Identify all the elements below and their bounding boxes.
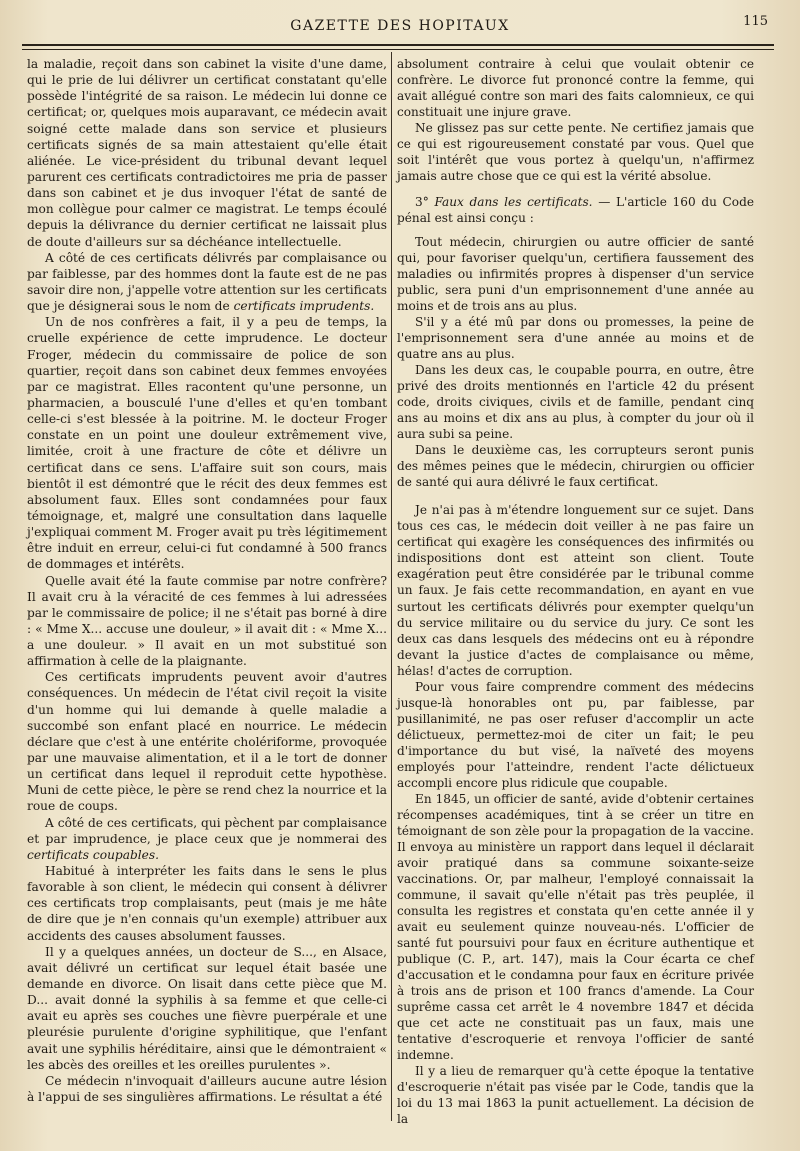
code-article-paragraph: Dans les deux cas, le coupable pourra, en outre, être privé des droits mentionnés en l'article 42 du présent code, droits civiques, civils et de famille, pendant cinq ans au moins et dix ans au plus, à compter du jour où il aura subi sa peine. [397, 363, 754, 442]
section-intro: — L'article 160 du Code pénal est ainsi conçu : [397, 195, 754, 226]
code-article-paragraph: Dans le deuxième cas, les corrupteurs seront punis des mêmes peines que le médecin, chirurgien ou officier de santé qui aura délivré le faux certificat. [397, 443, 754, 490]
column-divider [391, 52, 392, 1121]
right-column [397, 56, 754, 1131]
paragraph: Ne glissez pas sur cette pente. Ne certifiez jamais que ce qui est rigoureusement constaté par vous. Quel que soit l'intérêt que vous portez à quelqu'un, n'affirmez jamais autre chose que ce qui est la vérité absolue. [397, 121, 754, 184]
left-column [27, 56, 387, 1131]
page-header [20, 14, 780, 40]
section-number: 3° [415, 195, 429, 210]
paragraph: En 1845, un officier de santé, avide d'obtenir certaines récompenses académiques, tint à se créer un titre en témoignant de son zèle pour la propagation de la vaccine. Il envoya au ministère un rapport dans lequel il déclarait avoir pratiqué dans sa commune soixante-seize vaccinations. Or, par malheur, l'employé connaissait la commune, il savait qu'elle n'était pas très peuplée, il consulta les registres et constata qu'en cette année il y avait eu seulement quinze nouveau-nés. L'officier de santé fut poursuivi pour faux en écriture authentique et publique (C. P., art. 147), mais la Cour écarta ce chef d'accusation et le condamna pour faux en écriture privée à trois ans de prison et 100 francs d'amende. La Cour suprême cassa cet arrêt le 4 novembre 1847 et décida que cet acte ne constituait pas un faux, mais une tentative d'escroquerie et renvoya l'officier de santé indemne. [397, 791, 754, 1062]
paragraph: Ce médecin n'invoquait d'ailleurs aucune autre lésion à l'appui de ses singulières affirmations. Le résultat a été [27, 1073, 387, 1104]
paragraph: absolument contraire à celui que voulait obtenir ce confrère. Le divorce fut prononcé contre la femme, qui avait allégué contre son mari des faits calomnieux, ce qui constituait une injure grave. [397, 57, 754, 120]
paragraph [27, 815, 387, 863]
section-title: Faux dans les certificats. [434, 195, 593, 210]
header-rule [22, 44, 774, 46]
journal-title: GAZETTE DES HOPITAUX [290, 18, 510, 34]
header-rule-thin [22, 49, 774, 50]
code-article-paragraph: Tout médecin, chirurgien ou autre officier de santé qui, pour favoriser quelqu'un, certifiera faussement des maladies ou infirmités propres à dispenser d'un service public, sera puni d'un emprisonnement d'une année au moins et de trois ans au plus. [397, 235, 754, 314]
paragraph: Habitué à interpréter les faits dans le sens le plus favorable à son client, le médecin qui consent à délivrer ces certificats trop complaisants, peut (mais je me hâte de dire que je n'en connais qu'un exemple) attribuer aux accidents des causes absolument fausses. [27, 864, 387, 943]
paragraph-text: A côté de ces certificats délivrés par complaisance ou par faiblesse, par des hommes dont la faute est de ne pas savoir dire non, j'appelle votre attention sur les certificats que je désignerai sous le nom de [27, 250, 387, 314]
paragraph: Quelle avait été la faute commise par notre confrère? Il avait cru à la véracité de ces femmes à lui adressées par le commissaire de police; il ne s'était pas borné à dire : « Mme X... accuse une douleur, » il avait dit : « Mme X... a une douleur. » Il avait en un mot substitué son affirmation à celle de la plaignante. [27, 573, 387, 669]
paragraph-text: A côté de ces certificats, qui pèchent par complaisance et par imprudence, je place ceux que je nommerai des [27, 815, 387, 846]
paragraph: Un de nos confrères a fait, il y a peu de temps, la cruelle expérience de cette imprudence. Le docteur Froger, médecin du commissaire de police de son quartier, reçoit dans son cabinet deux femmes envoyées par ce magistrat. Elles racontent qu'une personne, un pharmacien, a bousculé l'une d'elles et qu'en tombant celle-ci s'est blessée à la poitrine. M. le docteur Froger constate en un point une douleur extrêmement vive, limitée, croit à une fracture de côte et délivre un certificat dans ce sens. L'affaire suit son cours, mais bientôt il est démontré que le récit des deux femmes est absolument faux. Elles sont condamnées pour faux témoignage, et, malgré une consultation dans laquelle j'expliquai comment M. Froger avait pu très légitimement être induit en erreur, celui-ci fut condamné à 500 francs de dommages et intérêts. [27, 315, 387, 572]
paragraph: Il y a lieu de remarquer qu'à cette époque la tentative d'escroquerie n'était pas visée par le Code, tandis que la loi du 13 mai 1863 la punit actuellement. La décision de la [397, 1063, 754, 1126]
paragraph [27, 250, 387, 315]
paragraph: Je n'ai pas à m'étendre longuement sur ce sujet. Dans tous ces cas, le médecin doit veiller à ne pas faire un certificat qui exagère les conséquences des infirmités ou indispositions dont est atteint son client. Toute exagération peut être considérée par le tribunal comme un faux. Je fais cette recommandation, en ayant en vue surtout les certificats délivrés pour exempter quelqu'un du service militaire ou du service du jury. Ce sont les deux cas dans lesquels des médecins ont eu à répondre devant la justice d'actes de complaisance ou même, hélas! d'actes de corruption. [397, 503, 754, 678]
italic-term: certificats coupables. [27, 847, 160, 862]
paragraph: la maladie, reçoit dans son cabinet la visite d'une dame, qui le prie de lui délivrer un certificat constatant qu'elle possède l'intégrité de sa raison. Le médecin lui donne ce certificat; or, quelques mois auparavant, ce médecin avait soigné cette malade dans son service et plusieurs certificats signés de sa main attestaient qu'elle était aliénée. Le vice-président du tribunal devant lequel parurent ces certificats contradictoires me pria de passer dans son cabinet et je dus invoquer l'état de santé de mon collègue pour calmer ce magistrat. Le temps écoulé depuis la délivrance du dernier certificat ne laissait plus de doute d'ailleurs sur sa déchéance intellectuelle. [27, 57, 387, 249]
paragraph: Il y a quelques années, un docteur de S..., en Alsace, avait délivré un certificat sur lequel était basée une demande en divorce. On lisait dans cette pièce que M. D... avait donné la syphilis à sa femme et que celle-ci avait eu après ses couches une fièvre puerpérale et une pleurésie purulente d'origine syphilitique, que l'enfant avait une syphilis héréditaire, ainsi que le démontraient « les abcès des oreilles et les oreilles purulentes ». [27, 944, 387, 1072]
page-number: 115 [743, 14, 768, 29]
paragraph: Ces certificats imprudents peuvent avoir d'autres conséquences. Un médecin de l'état civil reçoit la visite d'un homme qui lui demande à quelle maladie a succombé son enfant placé en nourrice. Le médecin déclare que c'est à une entérite cholériforme, provoquée par une mauvaise alimentation, et il a le tort de donner un certificat dans lequel il reproduit cette hypothèse. Muni de cette pièce, le père se rend chez la nourrice et la roue de coups. [27, 670, 387, 814]
italic-term: certificats imprudents. [233, 299, 375, 314]
code-article-paragraph: S'il y a été mû par dons ou promesses, la peine de l'emprisonnement sera d'une année au moins et de quatre ans au plus. [397, 315, 754, 362]
section-heading [397, 194, 754, 226]
paragraph: Pour vous faire comprendre comment des médecins jusque-là honorables ont pu, par faiblesse, par pusillanimité, ne pas oser refuser d'accomplir un acte délictueux, permettez-moi de citer un fait; le peu d'importance du but visé, la naïveté des moyens employés pour l'atteindre, rendent l'acte délictueux accompli encore plus ridicule que coupable. [397, 679, 754, 790]
